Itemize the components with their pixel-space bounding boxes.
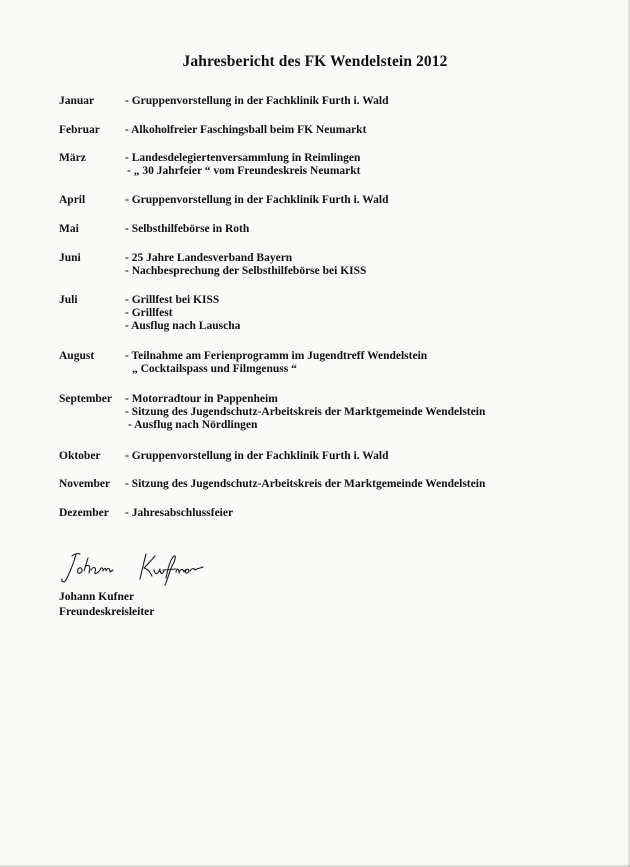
event-list — [125, 152, 595, 178]
month-label: August — [59, 350, 95, 362]
event-list — [125, 478, 595, 491]
month-label: September — [59, 393, 113, 405]
event-list — [125, 393, 595, 433]
signer-role: Freundeskreisleiter — [59, 605, 155, 618]
month-label: Juli — [59, 294, 78, 306]
event-list — [125, 95, 595, 108]
month-label: April — [59, 194, 86, 206]
event-item: - Landesdelegiertenversammlung in Reimlingen — [125, 152, 361, 164]
handwritten-signature — [58, 548, 228, 588]
month-label: Dezember — [59, 507, 109, 519]
signer-name: Johann Kufner — [59, 591, 135, 603]
event-item: - Jahresabschlussfeier — [125, 507, 234, 519]
event-item: - Alkoholfreier Faschingsball beim FK Neumarkt — [125, 124, 367, 136]
event-list — [125, 450, 595, 463]
event-list — [125, 223, 595, 236]
month-label: Juni — [59, 252, 81, 264]
event-item: - Gruppenvorstellung in der Fachklinik Furth i. Wald — [125, 95, 389, 107]
event-item: - Sitzung des Jugendschutz-Arbeitskreis der Marktgemeinde Wendelstein — [125, 478, 486, 490]
event-item: - Gruppenvorstellung in der Fachklinik Furth i. Wald — [125, 450, 389, 462]
document-title: Jahresbericht des FK Wendelstein 2012 — [182, 53, 448, 70]
event-item: - Motorradtour in Pappenheim — [125, 393, 278, 405]
event-item: - Gruppenvorstellung in der Fachklinik Furth i. Wald — [125, 194, 389, 206]
event-list — [125, 294, 595, 334]
event-item: - Ausflug nach Nördlingen — [128, 419, 258, 432]
event-list — [125, 124, 595, 137]
event-item: - „ 30 Jahrfeier “ vom Freundeskreis Neumarkt — [127, 165, 361, 178]
event-item: - Sitzung des Jugendschutz-Arbeitskreis der Marktgemeinde Wendelstein — [125, 406, 486, 419]
event-item: - Teilnahme am Ferienprogramm im Jugendtreff Wendelstein — [125, 350, 428, 362]
event-item: „ Cocktailspass und Filmgenuss “ — [132, 363, 297, 376]
event-item: - Selbsthilfebörse in Roth — [125, 223, 250, 235]
month-label: Februar — [59, 124, 100, 136]
event-item: - Ausflug nach Lauscha — [125, 320, 241, 333]
signer-block — [59, 590, 154, 619]
event-item: - Nachbesprechung der Selbsthilfebörse bei KISS — [125, 265, 367, 278]
event-item: - 25 Jahre Landesverband Bayern — [125, 252, 293, 264]
event-item: - Grillfest bei KISS — [125, 294, 220, 306]
month-label: Januar — [59, 95, 95, 107]
event-list — [125, 350, 595, 376]
month-label: November — [59, 478, 111, 490]
event-list — [125, 194, 595, 207]
event-list — [125, 507, 595, 520]
month-label: Mai — [59, 223, 79, 235]
month-label: Oktober — [59, 450, 101, 462]
event-list — [125, 252, 595, 278]
event-item: - Grillfest — [125, 307, 173, 320]
month-label: März — [59, 152, 86, 164]
